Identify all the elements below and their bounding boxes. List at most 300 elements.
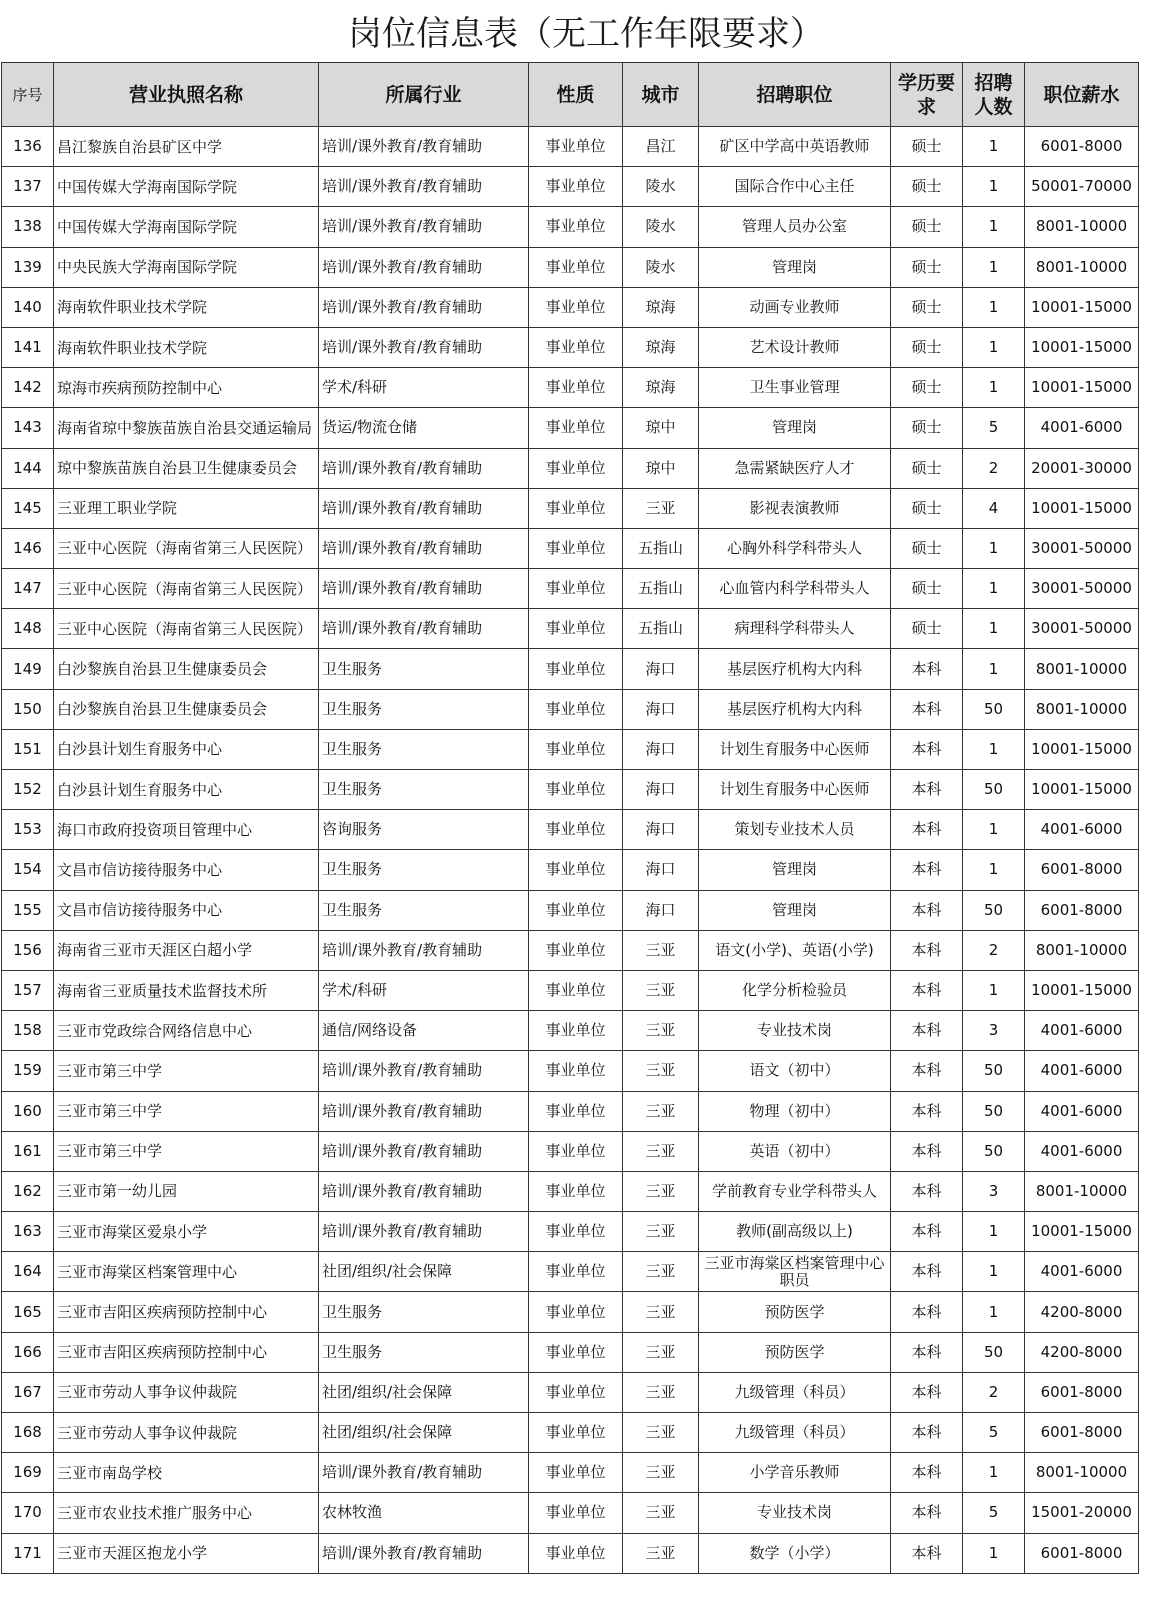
table-row (2, 1051, 1139, 1091)
table-body (2, 127, 1139, 1574)
cell-nature: 事业单位 (529, 448, 623, 488)
cell-salary: 4001-6000 (1025, 408, 1139, 448)
cell-salary: 20001-30000 (1025, 448, 1139, 488)
cell-industry: 培训/课外教育/教育辅助 (319, 1533, 529, 1573)
cell-industry: 培训/课外教育/教育辅助 (319, 1212, 529, 1252)
cell-index: 160 (2, 1091, 54, 1131)
cell-city: 三亚 (623, 1011, 699, 1051)
cell-position: 艺术设计教师 (699, 327, 891, 367)
header-row (2, 63, 1139, 127)
cell-company: 白沙县计划生育服务中心 (54, 729, 319, 769)
cell-nature: 事业单位 (529, 729, 623, 769)
cell-nature: 事业单位 (529, 1252, 623, 1292)
cell-city: 陵水 (623, 207, 699, 247)
cell-nature: 事业单位 (529, 649, 623, 689)
cell-nature: 事业单位 (529, 850, 623, 890)
cell-headcount: 1 (963, 1453, 1025, 1493)
cell-education: 本科 (891, 1453, 963, 1493)
cell-company: 中国传媒大学海南国际学院 (54, 167, 319, 207)
cell-company: 三亚市劳动人事争议仲裁院 (54, 1413, 319, 1453)
cell-headcount: 50 (963, 689, 1025, 729)
cell-company: 海南省琼中黎族苗族自治县交通运输局 (54, 408, 319, 448)
cell-company: 三亚理工职业学院 (54, 488, 319, 528)
cell-education: 本科 (891, 1091, 963, 1131)
cell-salary: 10001-15000 (1025, 729, 1139, 769)
cell-city: 海口 (623, 689, 699, 729)
cell-company: 三亚中心医院（海南省第三人民医院） (54, 569, 319, 609)
cell-nature: 事业单位 (529, 1131, 623, 1171)
cell-position: 学前教育专业学科带头人 (699, 1171, 891, 1211)
cell-position: 心胸外科学科带头人 (699, 528, 891, 568)
header-nature: 性质 (529, 63, 623, 127)
cell-education: 硕士 (891, 368, 963, 408)
cell-education: 本科 (891, 810, 963, 850)
cell-nature: 事业单位 (529, 1051, 623, 1091)
cell-city: 三亚 (623, 1252, 699, 1292)
cell-position: 国际合作中心主任 (699, 167, 891, 207)
cell-headcount: 1 (963, 729, 1025, 769)
cell-headcount: 50 (963, 890, 1025, 930)
table-row (2, 1372, 1139, 1412)
cell-salary: 4001-6000 (1025, 1051, 1139, 1091)
cell-index: 141 (2, 327, 54, 367)
cell-salary: 4001-6000 (1025, 1011, 1139, 1051)
cell-nature: 事业单位 (529, 569, 623, 609)
cell-headcount: 1 (963, 327, 1025, 367)
cell-index: 165 (2, 1292, 54, 1332)
cell-industry: 培训/课外教育/教育辅助 (319, 488, 529, 528)
cell-index: 161 (2, 1131, 54, 1171)
cell-headcount: 1 (963, 368, 1025, 408)
cell-city: 海口 (623, 770, 699, 810)
cell-salary: 15001-20000 (1025, 1493, 1139, 1533)
cell-salary: 10001-15000 (1025, 770, 1139, 810)
cell-headcount: 1 (963, 528, 1025, 568)
header-position: 招聘职位 (699, 63, 891, 127)
cell-city: 陵水 (623, 247, 699, 287)
cell-industry: 培训/课外教育/教育辅助 (319, 609, 529, 649)
cell-education: 本科 (891, 1332, 963, 1372)
cell-index: 164 (2, 1252, 54, 1292)
cell-salary: 4001-6000 (1025, 1131, 1139, 1171)
header-salary: 职位薪水 (1025, 63, 1139, 127)
cell-nature: 事业单位 (529, 1091, 623, 1131)
cell-company: 中国传媒大学海南国际学院 (54, 207, 319, 247)
cell-headcount: 5 (963, 1413, 1025, 1453)
cell-salary: 10001-15000 (1025, 368, 1139, 408)
cell-nature: 事业单位 (529, 689, 623, 729)
cell-index: 171 (2, 1533, 54, 1573)
cell-nature: 事业单位 (529, 1453, 623, 1493)
table-row (2, 167, 1139, 207)
cell-nature: 事业单位 (529, 287, 623, 327)
cell-nature: 事业单位 (529, 1171, 623, 1211)
cell-index: 145 (2, 488, 54, 528)
cell-nature: 事业单位 (529, 1011, 623, 1051)
cell-headcount: 1 (963, 287, 1025, 327)
cell-industry: 培训/课外教育/教育辅助 (319, 247, 529, 287)
cell-education: 硕士 (891, 247, 963, 287)
cell-salary: 10001-15000 (1025, 327, 1139, 367)
table-row (2, 1493, 1139, 1533)
table-row (2, 127, 1139, 167)
cell-education: 本科 (891, 1131, 963, 1171)
cell-city: 五指山 (623, 528, 699, 568)
cell-position: 管理人员办公室 (699, 207, 891, 247)
cell-index: 153 (2, 810, 54, 850)
cell-index: 143 (2, 408, 54, 448)
cell-industry: 培训/课外教育/教育辅助 (319, 1171, 529, 1211)
cell-industry: 卫生服务 (319, 649, 529, 689)
cell-position: 管理岗 (699, 408, 891, 448)
cell-education: 硕士 (891, 408, 963, 448)
cell-city: 海口 (623, 890, 699, 930)
cell-salary: 50001-70000 (1025, 167, 1139, 207)
cell-education: 本科 (891, 1212, 963, 1252)
cell-company: 三亚市海棠区爱泉小学 (54, 1212, 319, 1252)
cell-company: 三亚市农业技术推广服务中心 (54, 1493, 319, 1533)
cell-education: 硕士 (891, 569, 963, 609)
cell-headcount: 1 (963, 810, 1025, 850)
cell-education: 硕士 (891, 207, 963, 247)
cell-nature: 事业单位 (529, 1332, 623, 1372)
cell-nature: 事业单位 (529, 247, 623, 287)
cell-education: 本科 (891, 850, 963, 890)
cell-nature: 事业单位 (529, 167, 623, 207)
cell-industry: 卫生服务 (319, 729, 529, 769)
cell-city: 三亚 (623, 930, 699, 970)
cell-position: 语文（初中） (699, 1051, 891, 1091)
cell-industry: 培训/课外教育/教育辅助 (319, 207, 529, 247)
cell-salary: 4001-6000 (1025, 810, 1139, 850)
cell-index: 163 (2, 1212, 54, 1252)
cell-company: 白沙黎族自治县卫生健康委员会 (54, 649, 319, 689)
table-row (2, 1252, 1139, 1292)
cell-nature: 事业单位 (529, 408, 623, 448)
cell-position: 化学分析检验员 (699, 970, 891, 1010)
cell-salary: 6001-8000 (1025, 1533, 1139, 1573)
table-row (2, 327, 1139, 367)
cell-company: 三亚市南岛学校 (54, 1453, 319, 1493)
cell-nature: 事业单位 (529, 528, 623, 568)
cell-company: 中央民族大学海南国际学院 (54, 247, 319, 287)
cell-index: 138 (2, 207, 54, 247)
cell-headcount: 5 (963, 1493, 1025, 1533)
cell-city: 琼中 (623, 448, 699, 488)
table-row (2, 1212, 1139, 1252)
cell-index: 162 (2, 1171, 54, 1211)
cell-position: 心血管内科学科带头人 (699, 569, 891, 609)
cell-nature: 事业单位 (529, 770, 623, 810)
table-row (2, 247, 1139, 287)
cell-salary: 8001-10000 (1025, 689, 1139, 729)
cell-index: 168 (2, 1413, 54, 1453)
cell-industry: 培训/课外教育/教育辅助 (319, 1131, 529, 1171)
cell-index: 139 (2, 247, 54, 287)
cell-city: 海口 (623, 810, 699, 850)
cell-city: 三亚 (623, 1533, 699, 1573)
cell-position: 专业技术岗 (699, 1493, 891, 1533)
cell-company: 海南省三亚市天涯区白超小学 (54, 930, 319, 970)
cell-education: 硕士 (891, 127, 963, 167)
cell-company: 三亚市吉阳区疾病预防控制中心 (54, 1292, 319, 1332)
cell-salary: 30001-50000 (1025, 569, 1139, 609)
cell-headcount: 1 (963, 247, 1025, 287)
cell-industry: 卫生服务 (319, 1292, 529, 1332)
table-row (2, 1292, 1139, 1332)
cell-headcount: 2 (963, 448, 1025, 488)
cell-headcount: 1 (963, 609, 1025, 649)
cell-city: 陵水 (623, 167, 699, 207)
cell-position: 物理（初中） (699, 1091, 891, 1131)
cell-industry: 培训/课外教育/教育辅助 (319, 287, 529, 327)
cell-nature: 事业单位 (529, 930, 623, 970)
table-row (2, 850, 1139, 890)
cell-nature: 事业单位 (529, 207, 623, 247)
cell-industry: 培训/课外教育/教育辅助 (319, 327, 529, 367)
cell-position: 计划生育服务中心医师 (699, 729, 891, 769)
table-row (2, 810, 1139, 850)
table-row (2, 1011, 1139, 1051)
cell-salary: 6001-8000 (1025, 890, 1139, 930)
cell-city: 三亚 (623, 1372, 699, 1412)
cell-headcount: 4 (963, 488, 1025, 528)
cell-city: 三亚 (623, 1332, 699, 1372)
cell-nature: 事业单位 (529, 810, 623, 850)
cell-company: 海口市政府投资项目管理中心 (54, 810, 319, 850)
cell-education: 硕士 (891, 448, 963, 488)
cell-headcount: 1 (963, 1252, 1025, 1292)
cell-education: 本科 (891, 930, 963, 970)
header-company: 营业执照名称 (54, 63, 319, 127)
cell-industry: 培训/课外教育/教育辅助 (319, 528, 529, 568)
cell-company: 三亚市海棠区档案管理中心 (54, 1252, 319, 1292)
cell-position: 预防医学 (699, 1292, 891, 1332)
table-row (2, 649, 1139, 689)
cell-index: 169 (2, 1453, 54, 1493)
cell-headcount: 1 (963, 127, 1025, 167)
table-row (2, 689, 1139, 729)
cell-industry: 培训/课外教育/教育辅助 (319, 569, 529, 609)
cell-headcount: 1 (963, 850, 1025, 890)
cell-company: 三亚市第三中学 (54, 1091, 319, 1131)
table-row (2, 368, 1139, 408)
cell-salary: 30001-50000 (1025, 528, 1139, 568)
cell-company: 琼海市疾病预防控制中心 (54, 368, 319, 408)
cell-salary: 30001-50000 (1025, 609, 1139, 649)
cell-company: 海南省三亚质量技术监督技术所 (54, 970, 319, 1010)
cell-education: 本科 (891, 649, 963, 689)
table-row (2, 1131, 1139, 1171)
cell-nature: 事业单位 (529, 1292, 623, 1332)
cell-nature: 事业单位 (529, 1493, 623, 1533)
table-row (2, 528, 1139, 568)
cell-position: 管理岗 (699, 850, 891, 890)
cell-city: 五指山 (623, 609, 699, 649)
cell-salary: 8001-10000 (1025, 247, 1139, 287)
cell-industry: 社团/组织/社会保障 (319, 1252, 529, 1292)
cell-education: 本科 (891, 1292, 963, 1332)
cell-education: 本科 (891, 1051, 963, 1091)
job-info-table (1, 62, 1139, 1574)
cell-position: 病理科学科带头人 (699, 609, 891, 649)
cell-headcount: 3 (963, 1171, 1025, 1211)
cell-city: 琼海 (623, 287, 699, 327)
cell-nature: 事业单位 (529, 368, 623, 408)
cell-salary: 6001-8000 (1025, 850, 1139, 890)
cell-city: 琼海 (623, 368, 699, 408)
cell-nature: 事业单位 (529, 970, 623, 1010)
cell-industry: 货运/物流仓储 (319, 408, 529, 448)
cell-company: 文昌市信访接待服务中心 (54, 890, 319, 930)
cell-position: 基层医疗机构大内科 (699, 649, 891, 689)
cell-city: 三亚 (623, 1171, 699, 1211)
cell-industry: 咨询服务 (319, 810, 529, 850)
cell-salary: 4001-6000 (1025, 1091, 1139, 1131)
cell-city: 三亚 (623, 1131, 699, 1171)
cell-salary: 10001-15000 (1025, 488, 1139, 528)
cell-headcount: 5 (963, 408, 1025, 448)
cell-nature: 事业单位 (529, 1212, 623, 1252)
cell-index: 147 (2, 569, 54, 609)
cell-city: 海口 (623, 850, 699, 890)
cell-headcount: 3 (963, 1011, 1025, 1051)
cell-industry: 学术/科研 (319, 970, 529, 1010)
cell-industry: 培训/课外教育/教育辅助 (319, 127, 529, 167)
cell-education: 硕士 (891, 609, 963, 649)
cell-index: 148 (2, 609, 54, 649)
cell-city: 琼海 (623, 327, 699, 367)
cell-city: 三亚 (623, 488, 699, 528)
cell-city: 琼中 (623, 408, 699, 448)
cell-headcount: 1 (963, 1533, 1025, 1573)
cell-industry: 培训/课外教育/教育辅助 (319, 1091, 529, 1131)
cell-index: 150 (2, 689, 54, 729)
cell-company: 文昌市信访接待服务中心 (54, 850, 319, 890)
cell-position: 动画专业教师 (699, 287, 891, 327)
table-row (2, 1533, 1139, 1573)
cell-city: 三亚 (623, 970, 699, 1010)
cell-headcount: 50 (963, 1051, 1025, 1091)
cell-industry: 卫生服务 (319, 850, 529, 890)
cell-industry: 培训/课外教育/教育辅助 (319, 1453, 529, 1493)
cell-education: 本科 (891, 1533, 963, 1573)
cell-education: 硕士 (891, 167, 963, 207)
table-row (2, 448, 1139, 488)
cell-headcount: 1 (963, 167, 1025, 207)
cell-headcount: 1 (963, 970, 1025, 1010)
cell-position: 卫生事业管理 (699, 368, 891, 408)
cell-industry: 社团/组织/社会保障 (319, 1372, 529, 1412)
cell-index: 140 (2, 287, 54, 327)
cell-salary: 6001-8000 (1025, 1413, 1139, 1453)
cell-company: 海南软件职业技术学院 (54, 287, 319, 327)
table-row (2, 569, 1139, 609)
cell-headcount: 1 (963, 1292, 1025, 1332)
table-row (2, 970, 1139, 1010)
cell-salary: 10001-15000 (1025, 287, 1139, 327)
table-row (2, 408, 1139, 448)
cell-index: 166 (2, 1332, 54, 1372)
cell-company: 三亚市第三中学 (54, 1051, 319, 1091)
cell-city: 三亚 (623, 1212, 699, 1252)
cell-salary: 4200-8000 (1025, 1332, 1139, 1372)
cell-salary: 8001-10000 (1025, 1453, 1139, 1493)
cell-company: 三亚市第三中学 (54, 1131, 319, 1171)
cell-salary: 6001-8000 (1025, 1372, 1139, 1412)
cell-education: 硕士 (891, 488, 963, 528)
cell-index: 149 (2, 649, 54, 689)
cell-education: 本科 (891, 1372, 963, 1412)
cell-headcount: 1 (963, 649, 1025, 689)
table-row (2, 1171, 1139, 1211)
cell-company: 昌江黎族自治县矿区中学 (54, 127, 319, 167)
cell-index: 154 (2, 850, 54, 890)
cell-index: 137 (2, 167, 54, 207)
cell-company: 三亚市吉阳区疾病预防控制中心 (54, 1332, 319, 1372)
cell-nature: 事业单位 (529, 127, 623, 167)
cell-city: 昌江 (623, 127, 699, 167)
cell-headcount: 1 (963, 1212, 1025, 1252)
cell-company: 三亚市天涯区抱龙小学 (54, 1533, 319, 1573)
cell-industry: 培训/课外教育/教育辅助 (319, 930, 529, 970)
cell-position: 管理岗 (699, 247, 891, 287)
cell-education: 本科 (891, 890, 963, 930)
cell-company: 白沙县计划生育服务中心 (54, 770, 319, 810)
cell-salary: 8001-10000 (1025, 649, 1139, 689)
cell-industry: 农林牧渔 (319, 1493, 529, 1533)
cell-city: 三亚 (623, 1413, 699, 1453)
cell-industry: 卫生服务 (319, 1332, 529, 1372)
cell-industry: 培训/课外教育/教育辅助 (319, 1051, 529, 1091)
cell-education: 硕士 (891, 528, 963, 568)
cell-index: 157 (2, 970, 54, 1010)
cell-nature: 事业单位 (529, 1413, 623, 1453)
table-row (2, 1091, 1139, 1131)
cell-nature: 事业单位 (529, 1533, 623, 1573)
cell-salary: 10001-15000 (1025, 970, 1139, 1010)
cell-position: 基层医疗机构大内科 (699, 689, 891, 729)
cell-city: 三亚 (623, 1292, 699, 1332)
table-row (2, 287, 1139, 327)
cell-index: 152 (2, 770, 54, 810)
cell-city: 三亚 (623, 1051, 699, 1091)
cell-headcount: 50 (963, 1091, 1025, 1131)
cell-education: 本科 (891, 1413, 963, 1453)
cell-position: 九级管理（科员） (699, 1413, 891, 1453)
header-education: 学历要求 (891, 63, 963, 127)
cell-city: 三亚 (623, 1091, 699, 1131)
table-row (2, 1413, 1139, 1453)
cell-index: 151 (2, 729, 54, 769)
cell-salary: 8001-10000 (1025, 1171, 1139, 1211)
cell-index: 156 (2, 930, 54, 970)
cell-nature: 事业单位 (529, 1372, 623, 1412)
cell-nature: 事业单位 (529, 609, 623, 649)
cell-position: 急需紧缺医疗人才 (699, 448, 891, 488)
cell-salary: 4001-6000 (1025, 1252, 1139, 1292)
cell-position: 小学音乐教师 (699, 1453, 891, 1493)
cell-industry: 卫生服务 (319, 689, 529, 729)
cell-salary: 6001-8000 (1025, 127, 1139, 167)
cell-city: 三亚 (623, 1493, 699, 1533)
cell-industry: 通信/网络设备 (319, 1011, 529, 1051)
cell-company: 琼中黎族苗族自治县卫生健康委员会 (54, 448, 319, 488)
page-title: 岗位信息表（无工作年限要求） (348, 14, 824, 54)
cell-index: 142 (2, 368, 54, 408)
cell-company: 三亚市劳动人事争议仲裁院 (54, 1372, 319, 1412)
table-row (2, 1332, 1139, 1372)
